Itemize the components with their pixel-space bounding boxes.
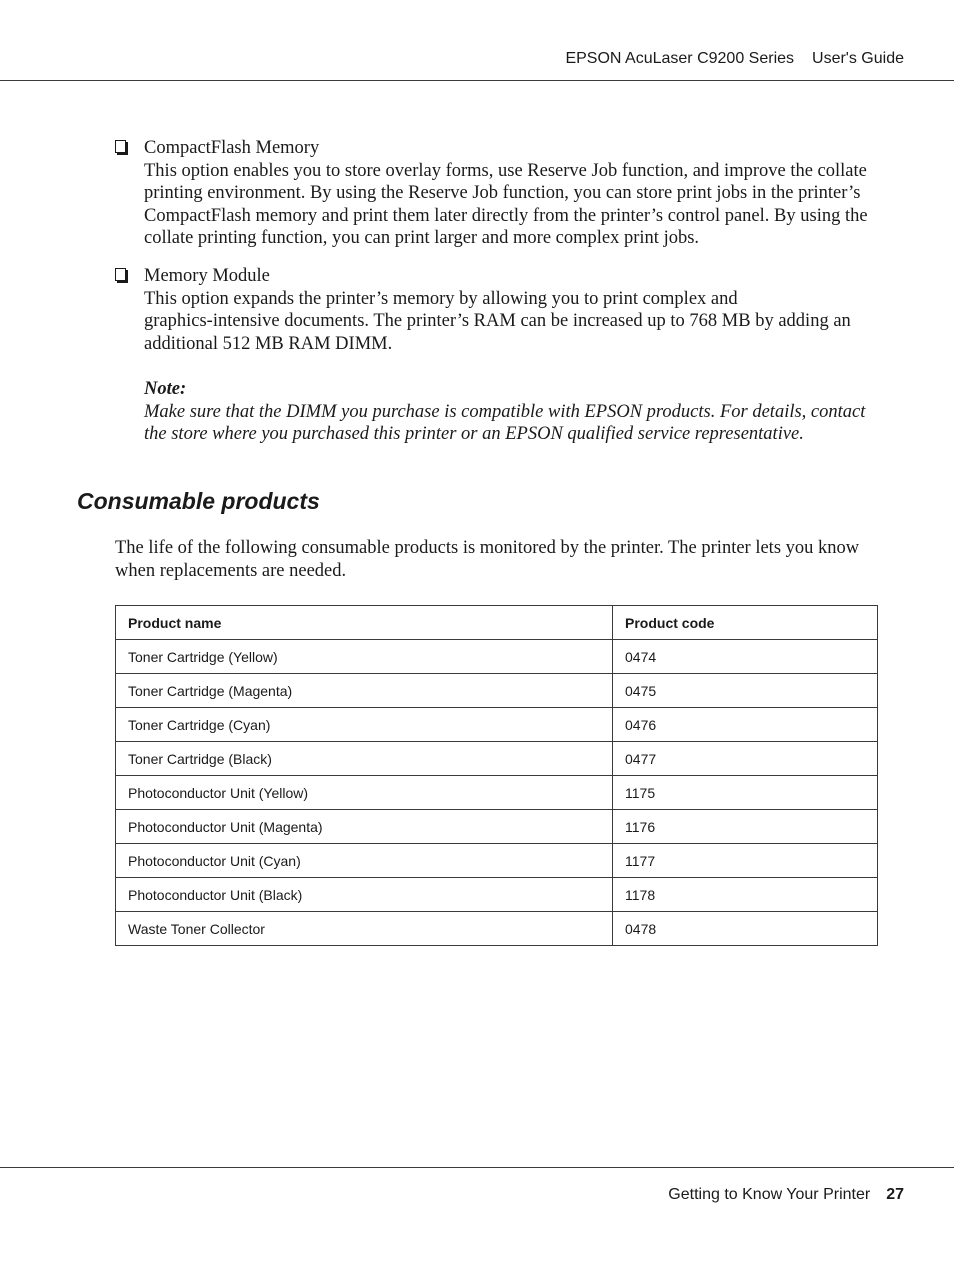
bullet-body-rest: graphics-intensive documents. The printer’s RAM can be increased up to 768 MB by adding an additional 512 MB RAM DIMM. [144,311,851,354]
note-text: Make sure that the DIMM you purchase is compatible with EPSON products. For details, contact the store where you purchased this printer or an EPSON qualified service representative. [144,401,866,444]
product-name-cell: Toner Cartridge (Yellow) [116,640,613,674]
bullet-compactflash [115,137,880,250]
bullet-title: Memory Module [144,266,270,286]
bullet-memory-module [115,265,880,355]
product-code-cell: 0478 [613,912,878,946]
page-footer [668,1186,904,1204]
checkbox-bullet-icon [115,268,126,281]
table-row [116,878,878,912]
product-name-cell: Photoconductor Unit (Cyan) [116,844,613,878]
product-name-cell: Toner Cartridge (Magenta) [116,674,613,708]
header-guide-title: User's Guide [812,50,904,67]
product-code-cell: 0477 [613,742,878,776]
column-header-product-name: Product name [116,606,613,640]
table-row [116,810,878,844]
product-name-cell: Photoconductor Unit (Yellow) [116,776,613,810]
footer-rule [0,1167,954,1168]
page-number: 27 [886,1186,904,1203]
checkbox-bullet-icon [115,140,126,153]
product-code-cell: 1178 [613,878,878,912]
section-intro: The life of the following consumable products is monitored by the printer. The printer lets you know when replacements are needed. [115,538,860,581]
product-code-cell: 0474 [613,640,878,674]
product-name-cell: Photoconductor Unit (Black) [116,878,613,912]
footer-chapter-title: Getting to Know Your Printer [668,1186,871,1203]
header-product-title: EPSON AcuLaser C9200 Series [565,50,795,67]
table-row [116,674,878,708]
product-name-cell: Toner Cartridge (Cyan) [116,708,613,742]
table-row [116,844,878,878]
table-header-row [116,606,878,640]
section-title: Consumable products [77,488,320,514]
table-row [116,640,878,674]
product-code-cell: 0475 [613,674,878,708]
note-block [144,378,884,446]
product-code-cell: 0476 [613,708,878,742]
note-label: Note: [144,379,187,399]
product-code-cell: 1175 [613,776,878,810]
consumables-table [115,605,878,946]
column-header-product-code: Product code [613,606,878,640]
page-header [565,50,904,68]
bullet-body-line-1: This option expands the printer’s memory by allowing you to print complex and [144,288,738,309]
bullet-title: CompactFlash Memory [144,138,320,158]
product-name-cell: Waste Toner Collector [116,912,613,946]
table-row [116,708,878,742]
table-row [116,742,878,776]
bullet-body: This option enables you to store overlay forms, use Reserve Job function, and improve the collate printing environment. By using the Reserve Job function, you can store print jobs in the printer’s CompactFlash memory and print them later directly from the printer’s control panel. By using the collate printing function, you can print larger and more complex print jobs. [144,160,868,248]
product-name-cell: Photoconductor Unit (Magenta) [116,810,613,844]
table-row [116,776,878,810]
product-code-cell: 1176 [613,810,878,844]
product-code-cell: 1177 [613,844,878,878]
product-name-cell: Toner Cartridge (Black) [116,742,613,776]
table-row [116,912,878,946]
header-rule [0,80,954,81]
